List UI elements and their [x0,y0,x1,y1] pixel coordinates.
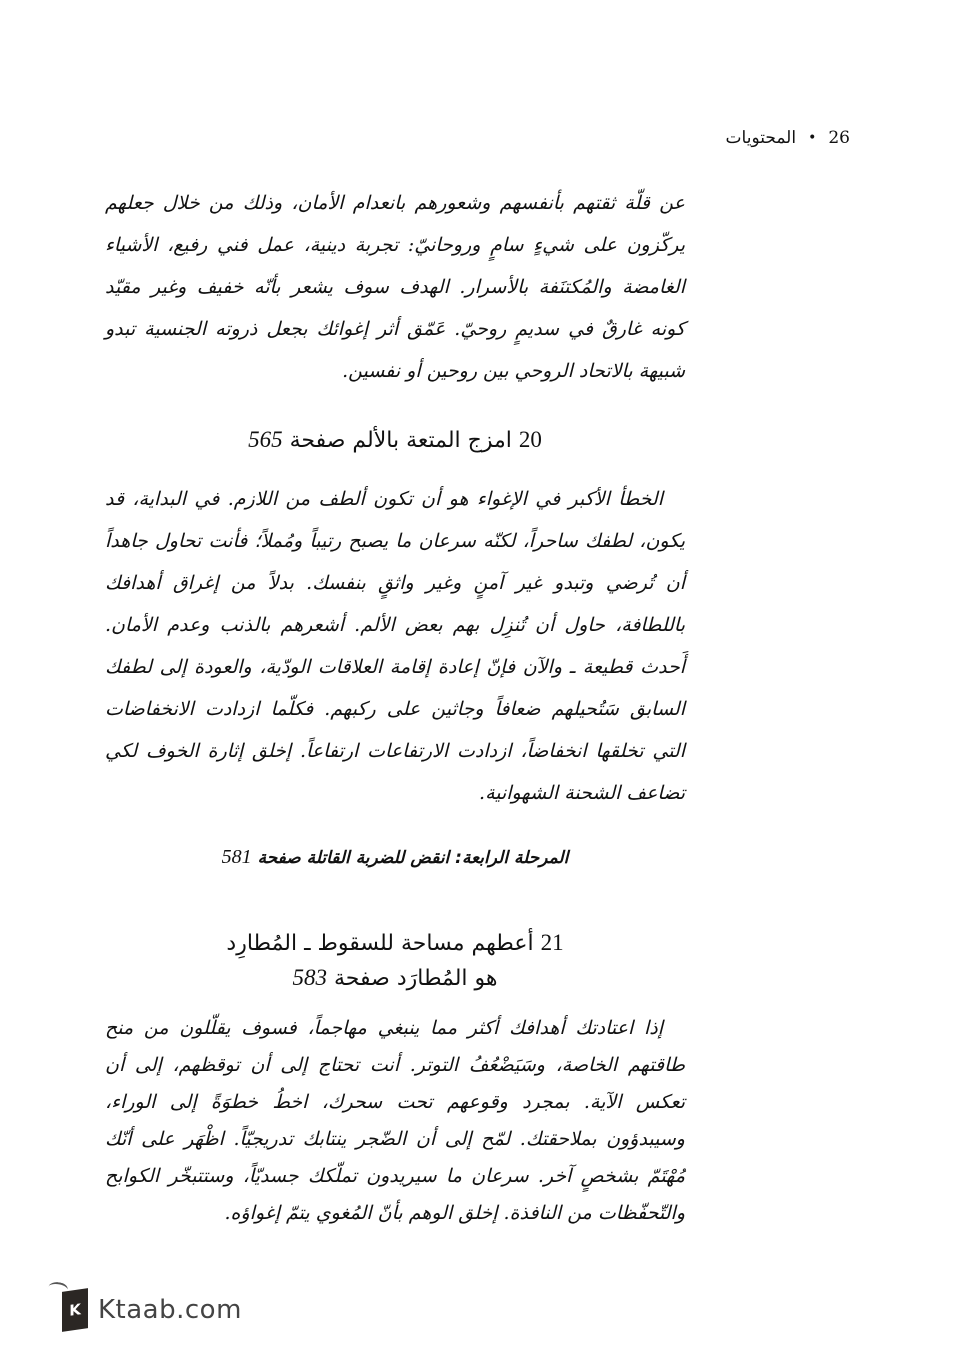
paragraph-line: مُهْتَمّ بشخصٍ آخر. سرعان ما سيريدون تملّكك جسديّاً، وستتبخّر الكوابح [105,1165,685,1187]
chapter-title-line-1 [105,926,685,961]
paragraph-line: باللطافة، حاول أن تُنزِل بهم بعض الألم. أشعرهم بالذنب وعدم الأمان. [105,614,685,636]
chapter-number: 21 [540,930,564,955]
ktaab-watermark [62,1290,242,1330]
paragraph-line: تعكس الآية. بمجرد وقوعهم تحت سحرك، اخطُ خطوَةً إلى الوراء، [105,1091,685,1113]
watermark-text: Ktaab.com [98,1295,242,1325]
paragraph-line: تضاعف الشحنة الشهوانية. [479,782,685,804]
book-pages-icon [47,1281,70,1296]
paragraph-line: أَحدث قطيعة ـ والآن فإنّ إعادة إقامة العلاقات الودّية، والعودة إلى لطفك [105,656,685,678]
chapter-title-line-2 [105,961,685,996]
chapter-page: 583 [292,965,328,990]
paragraph-line: السابق سَتُحيلهم ضعافاً وجاثين على ركبهم. فكلّما ازدادت الانخفاضات [105,698,685,720]
bullet-separator: • [808,130,817,146]
paragraph-line: إذا اعتادتك أهدافك أكثر مما ينبغي مهاجماً، فسوف يقلّلون من منح [105,1017,663,1039]
chapter-number: 20 [518,427,542,452]
phase-4-heading [105,842,685,873]
paragraph-line: الخطأ الأكبر في الإغواء هو أن تكون ألطف من اللازم. في البداية، قد [105,488,663,510]
paragraph-line: شبيهة بالاتحاد الروحي بين روحين أو نفسين. [342,360,685,382]
chapter-page: 565 [248,427,283,452]
paragraph-line: الغامضة والمُكتنَفة بالأسرار. الهدف سوف يشعر بأنّه خفيف وغير مقيّد [105,276,685,298]
chapter-title: أعطهم مساحة للسقوط ـ المُطارِد [226,931,534,956]
paragraph-line: كونه غارقٌ في سديمٍ روحيّ. عَمّق أثر إغوائك بجعل ذروته الجنسية تبدو [105,318,685,340]
page-number: 26 [828,128,850,148]
paragraph-line: طاقتهم الخاصة، وسَيَضْعُفُ التوتر. أنت تحتاج إلى أن توقظهم، إلى أن [105,1054,685,1076]
chapter-20-paragraph [105,478,685,814]
paragraph-line: أن تُرضي وتبدو غير آمنٍ وغير واثقٍ بنفسك. بدلاً من إغراق أهدافك [105,572,685,594]
chapter-20-heading [105,423,685,458]
paragraph-line: عن قلّة ثقتهم بأنفسهم وشعورهم بانعدام الأمان، وذلك من خلال جعلهم [105,192,685,214]
phase-title: المرحلة الرابعة: انقض للضربة القاتلة صفحة [257,848,569,868]
logo-letter: K [69,1300,81,1320]
intro-paragraph [105,182,685,392]
paragraph-line: وسيبدؤون بملاحقتك. لمّح إلى أن الضّجر ينتابك تدريجيّاً. اظْهَر على أنّك [105,1128,685,1150]
paragraph-line: يركّزون على شيءٍ سامٍ وروحانيّ: تجربة دينية، عمل فني رفيع، الأشياء [105,234,686,256]
running-section-title: المحتويات [725,128,797,148]
chapter-title-continued: هو المُطارَد صفحة [334,966,498,991]
chapter-21-paragraph [105,1010,685,1232]
chapter-title: امزج المتعة بالألم صفحة [289,428,512,453]
chapter-21-heading [105,926,685,996]
paragraph-line: يكون، لطفك ساحراً، لكنّه سرعان ما يصبح رتيباً ومُملاً؛ فأنت تحاول جاهداً [105,530,685,552]
running-header [726,128,850,148]
paragraph-line: التي تخلقها انخفاضاً، ازدادت الارتفاعات ارتفاعاً. إخلق إثارة الخوف لكي [105,740,685,762]
phase-page: 581 [221,846,252,868]
paragraph-line: والتّحفّظات من النافذة. إخلق الوهم بأنّ المُغوي يتمّ إغواؤه. [224,1202,685,1224]
book-logo-icon [62,1288,88,1332]
